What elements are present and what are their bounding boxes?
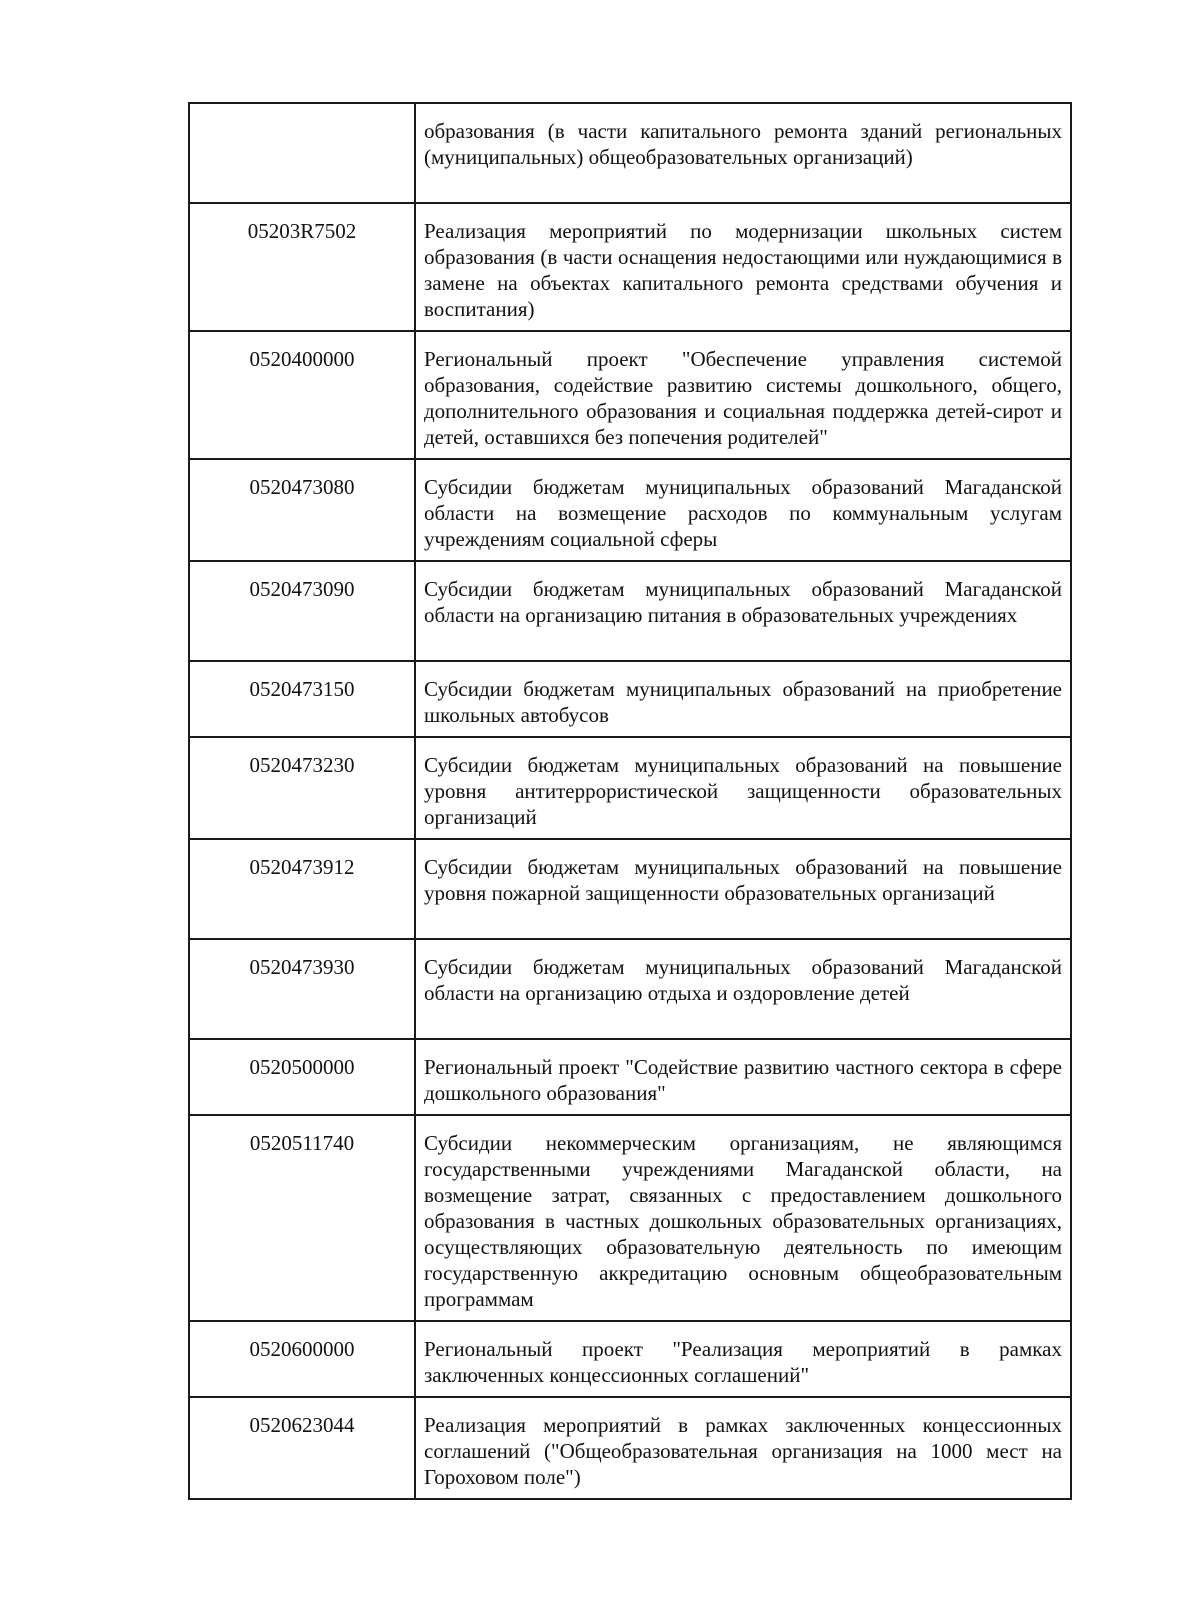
table-row	[189, 103, 1071, 203]
table-row	[189, 1115, 1071, 1321]
description-cell: Субсидии бюджетам муниципальных образований Магаданской области на организацию отдыха и оздоровление детей	[415, 939, 1071, 1039]
table-row	[189, 839, 1071, 939]
description-cell: Субсидии бюджетам муниципальных образований на повышение уровня антитеррористической защищенности образовательных организаций	[415, 737, 1071, 839]
table-row	[189, 737, 1071, 839]
description-cell: Субсидии бюджетам муниципальных образований Магаданской области на возмещение расходов по коммунальным услугам учреждениям социальной сферы	[415, 459, 1071, 561]
description-cell: образования (в части капитального ремонта зданий региональных (муниципальных) общеобразовательных организаций)	[415, 103, 1071, 203]
code-cell: 0520500000	[189, 1039, 415, 1115]
code-cell: 0520473230	[189, 737, 415, 839]
budget-code-table	[188, 102, 1072, 1500]
table-row	[189, 459, 1071, 561]
code-cell: 05203R7502	[189, 203, 415, 331]
description-cell: Реализация мероприятий по модернизации школьных систем образования (в части оснащения недостающими или нуждающимися в замене на объектах капитального ремонта средствами обучения и воспитания)	[415, 203, 1071, 331]
code-cell: 0520473930	[189, 939, 415, 1039]
description-cell: Субсидии бюджетам муниципальных образований на повышение уровня пожарной защищенности образовательных организаций	[415, 839, 1071, 939]
description-cell: Региональный проект "Обеспечение управления системой образования, содействие развитию системы дошкольного, общего, дополнительного образования и социальная поддержка детей-сирот и детей, оставшихся без попечения родителей"	[415, 331, 1071, 459]
table-row	[189, 331, 1071, 459]
code-cell: 0520473912	[189, 839, 415, 939]
table-row	[189, 1397, 1071, 1499]
code-cell: 0520473080	[189, 459, 415, 561]
description-cell: Реализация мероприятий в рамках заключенных концессионных соглашений ("Общеобразовательная организация на 1000 мест на Гороховом поле")	[415, 1397, 1071, 1499]
table-row	[189, 561, 1071, 661]
code-cell: 0520400000	[189, 331, 415, 459]
description-cell: Региональный проект "Содействие развитию частного сектора в сфере дошкольного образования"	[415, 1039, 1071, 1115]
code-cell: 0520473090	[189, 561, 415, 661]
table-row	[189, 1039, 1071, 1115]
code-cell: 0520473150	[189, 661, 415, 737]
table-row	[189, 939, 1071, 1039]
code-cell	[189, 103, 415, 203]
code-cell: 0520623044	[189, 1397, 415, 1499]
description-cell: Региональный проект "Реализация мероприятий в рамках заключенных концессионных соглашений"	[415, 1321, 1071, 1397]
code-cell: 0520600000	[189, 1321, 415, 1397]
code-cell: 0520511740	[189, 1115, 415, 1321]
table-row	[189, 1321, 1071, 1397]
description-cell: Субсидии некоммерческим организациям, не являющимся государственными учреждениями Магаданской области, на возмещение затрат, связанных с предоставлением дошкольного образования в частных дошкольных образовательных организациях, осуществляющих образовательную деятельность по имеющим государственную аккредитацию основным общеобразовательным программам	[415, 1115, 1071, 1321]
description-cell: Субсидии бюджетам муниципальных образований Магаданской области на организацию питания в образовательных учреждениях	[415, 561, 1071, 661]
table-row	[189, 661, 1071, 737]
description-cell: Субсидии бюджетам муниципальных образований на приобретение школьных автобусов	[415, 661, 1071, 737]
table-row	[189, 203, 1071, 331]
